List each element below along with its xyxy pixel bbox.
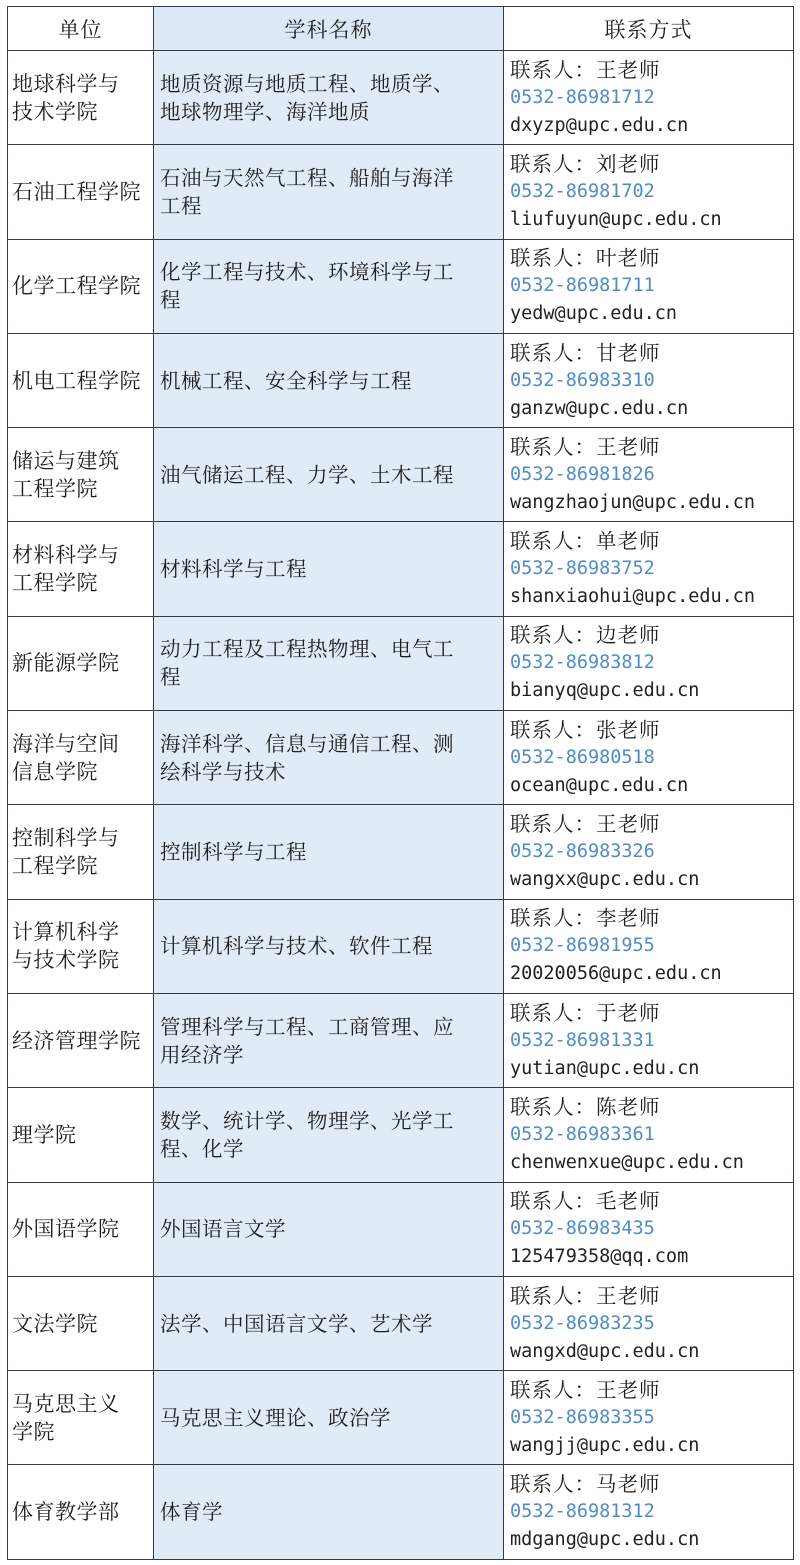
contact-cell: [504, 333, 794, 427]
header-unit: 单位: [8, 7, 154, 51]
contact-cell: [504, 805, 794, 899]
table-row: [8, 1371, 794, 1465]
subject-name-line: 工程: [160, 193, 202, 218]
email-address[interactable]: bianyq@upc.edu.cn: [510, 680, 700, 702]
subject-cell: [154, 1371, 504, 1465]
subject-cell: [154, 899, 504, 993]
unit-name-line: 外国语学院: [12, 1217, 120, 1242]
contact-person: 联系人：马老师: [510, 1472, 661, 1497]
table-body: [8, 51, 794, 1560]
email-address[interactable]: ganzw@upc.edu.cn: [510, 397, 689, 419]
subject-name-line: 计算机科学与技术、软件工程: [160, 934, 433, 959]
subject-cell: [154, 1465, 504, 1559]
table-row: [8, 522, 794, 616]
table-row: [8, 899, 794, 993]
table-row: [8, 1088, 794, 1182]
subject-name-line: 地球物理学、海洋地质: [160, 99, 370, 124]
subject-cell: [154, 1276, 504, 1370]
phone-number[interactable]: 0532-86983812: [510, 652, 655, 674]
contact-cell: [504, 1465, 794, 1559]
email-address[interactable]: wangjj@upc.edu.cn: [510, 1434, 700, 1456]
unit-name-line: 工程学院: [12, 854, 98, 879]
header-row: [8, 7, 794, 51]
contact-person: 联系人：甘老师: [510, 340, 661, 365]
table-wrapper: [7, 6, 794, 1560]
subject-cell: [154, 616, 504, 710]
email-address[interactable]: yutian@upc.edu.cn: [510, 1057, 700, 1079]
email-address[interactable]: ocean@upc.edu.cn: [510, 774, 689, 796]
table-row: [8, 993, 794, 1087]
email-address[interactable]: yedw@upc.edu.cn: [510, 303, 678, 325]
unit-name-line: 学院: [12, 1419, 55, 1444]
unit-cell: [8, 522, 154, 616]
phone-number[interactable]: 0532-86981312: [510, 1501, 655, 1523]
unit-name-line: 信息学院: [12, 759, 98, 784]
unit-name-line: 理学院: [12, 1122, 77, 1147]
email-address[interactable]: 125479358@qq.com: [510, 1246, 689, 1268]
contact-cell: [504, 711, 794, 805]
contact-cell: [504, 522, 794, 616]
unit-name-line: 工程学院: [12, 476, 98, 501]
contact-person: 联系人：王老师: [510, 1283, 661, 1308]
contact-cell: [504, 51, 794, 145]
email-address[interactable]: shanxiaohui@upc.edu.cn: [510, 586, 756, 608]
header-subject: 学科名称: [154, 7, 504, 51]
contact-person: 联系人：叶老师: [510, 246, 661, 271]
table-row: [8, 51, 794, 145]
phone-number[interactable]: 0532-86981826: [510, 463, 655, 485]
email-address[interactable]: 20020056@upc.edu.cn: [510, 963, 722, 985]
unit-cell: [8, 145, 154, 239]
contact-cell: [504, 239, 794, 333]
unit-cell: [8, 1465, 154, 1559]
contact-person: 联系人：陈老师: [510, 1094, 661, 1119]
phone-number[interactable]: 0532-86983752: [510, 558, 655, 580]
unit-name-line: 地球科学与: [12, 71, 120, 96]
table-row: [8, 333, 794, 427]
email-address[interactable]: liufuyun@upc.edu.cn: [510, 208, 722, 230]
subject-name-line: 油气储运工程、力学、土木工程: [160, 462, 454, 487]
subject-name-line: 控制科学与工程: [160, 840, 307, 865]
contact-person: 联系人：王老师: [510, 57, 661, 82]
subject-name-line: 程: [160, 665, 181, 690]
phone-number[interactable]: 0532-86980518: [510, 746, 655, 768]
subject-cell: [154, 805, 504, 899]
phone-number[interactable]: 0532-86981331: [510, 1029, 655, 1051]
contact-person: 联系人：李老师: [510, 906, 661, 931]
subject-name-line: 管理科学与工程、工商管理、应: [160, 1014, 454, 1039]
subject-cell: [154, 1088, 504, 1182]
phone-number[interactable]: 0532-86981711: [510, 275, 655, 297]
unit-name-line: 马克思主义: [12, 1391, 120, 1416]
contact-cell: [504, 1371, 794, 1465]
subject-cell: [154, 145, 504, 239]
unit-name-line: 工程学院: [12, 571, 98, 596]
table-row: [8, 1465, 794, 1559]
subject-name-line: 石油与天然气工程、船舶与海洋: [160, 165, 454, 190]
email-address[interactable]: mdgang@upc.edu.cn: [510, 1529, 700, 1551]
table-row: [8, 239, 794, 333]
phone-number[interactable]: 0532-86981955: [510, 935, 655, 957]
subject-name-line: 海洋科学、信息与通信工程、测: [160, 731, 454, 756]
subject-name-line: 绘科学与技术: [160, 759, 286, 784]
unit-name-line: 文法学院: [12, 1311, 98, 1336]
table-row: [8, 616, 794, 710]
unit-cell: [8, 711, 154, 805]
table-row: [8, 1276, 794, 1370]
subject-name-line: 法学、中国语言文学、艺术学: [160, 1311, 433, 1336]
contact-person: 联系人：王老师: [510, 812, 661, 837]
subject-cell: [154, 428, 504, 522]
subject-cell: [154, 711, 504, 805]
unit-name-line: 体育教学部: [12, 1500, 120, 1525]
phone-number[interactable]: 0532-86983361: [510, 1123, 655, 1145]
phone-number[interactable]: 0532-86983235: [510, 1312, 655, 1334]
unit-name-line: 新能源学院: [12, 651, 120, 676]
subject-name-line: 地质资源与地质工程、地质学、: [160, 71, 454, 96]
subject-cell: [154, 993, 504, 1087]
contact-person: 联系人：王老师: [510, 1377, 661, 1402]
phone-number[interactable]: 0532-86981702: [510, 180, 655, 202]
unit-cell: [8, 1276, 154, 1370]
unit-cell: [8, 1182, 154, 1276]
unit-name-line: 经济管理学院: [12, 1028, 141, 1053]
unit-name-line: 控制科学与: [12, 826, 120, 851]
email-address[interactable]: wangxd@upc.edu.cn: [510, 1340, 700, 1362]
contact-person: 联系人：刘老师: [510, 151, 661, 176]
unit-name-line: 化学工程学院: [12, 274, 141, 299]
unit-cell: [8, 333, 154, 427]
subject-cell: [154, 51, 504, 145]
subject-name-line: 程: [160, 288, 181, 313]
unit-name-line: 技术学院: [12, 99, 98, 124]
table-row: [8, 428, 794, 522]
unit-cell: [8, 805, 154, 899]
email-address[interactable]: wangzhaojun@upc.edu.cn: [510, 491, 756, 513]
subject-name-line: 体育学: [160, 1500, 223, 1525]
email-address[interactable]: dxyzp@upc.edu.cn: [510, 114, 689, 136]
unit-name-line: 储运与建筑: [12, 448, 120, 473]
subject-cell: [154, 522, 504, 616]
unit-name-line: 海洋与空间: [12, 731, 120, 756]
contact-cell: [504, 616, 794, 710]
contact-cell: [504, 1182, 794, 1276]
contact-person: 联系人：边老师: [510, 623, 661, 648]
unit-cell: [8, 1088, 154, 1182]
contact-person: 联系人：张老师: [510, 717, 661, 742]
table-row: [8, 145, 794, 239]
subject-name-line: 马克思主义理论、政治学: [160, 1405, 391, 1430]
unit-cell: [8, 1371, 154, 1465]
contact-cell: [504, 1088, 794, 1182]
subject-name-line: 程、化学: [160, 1136, 244, 1161]
unit-cell: [8, 239, 154, 333]
subject-name-line: 机械工程、安全科学与工程: [160, 368, 412, 393]
subject-name-line: 数学、统计学、物理学、光学工: [160, 1108, 454, 1133]
table-row: [8, 1182, 794, 1276]
table-row: [8, 711, 794, 805]
unit-cell: [8, 51, 154, 145]
subject-cell: [154, 333, 504, 427]
subject-name-line: 材料科学与工程: [160, 557, 307, 582]
subject-name-line: 外国语言文学: [160, 1217, 286, 1242]
email-address[interactable]: wangxx@upc.edu.cn: [510, 869, 700, 891]
table-row: [8, 805, 794, 899]
phone-number[interactable]: 0532-86983435: [510, 1218, 655, 1240]
email-address[interactable]: chenwenxue@upc.edu.cn: [510, 1151, 744, 1173]
contact-cell: [504, 428, 794, 522]
unit-name-line: 计算机科学: [12, 920, 120, 945]
unit-cell: [8, 899, 154, 993]
phone-number[interactable]: 0532-86981712: [510, 86, 655, 108]
unit-name-line: 机电工程学院: [12, 368, 141, 393]
unit-name-line: 石油工程学院: [12, 179, 141, 204]
unit-cell: [8, 428, 154, 522]
phone-number[interactable]: 0532-86983326: [510, 841, 655, 863]
subject-cell: [154, 239, 504, 333]
header-contact: 联系方式: [504, 7, 794, 51]
contact-cell: [504, 145, 794, 239]
unit-cell: [8, 616, 154, 710]
contact-person: 联系人：于老师: [510, 1000, 661, 1025]
subject-cell: [154, 1182, 504, 1276]
contact-person: 联系人：王老师: [510, 434, 661, 459]
contact-table: [7, 6, 794, 1560]
subject-name-line: 用经济学: [160, 1042, 244, 1067]
phone-number[interactable]: 0532-86983310: [510, 369, 655, 391]
contact-person: 联系人：毛老师: [510, 1189, 661, 1214]
contact-cell: [504, 899, 794, 993]
contact-person: 联系人：单老师: [510, 529, 661, 554]
subject-name-line: 化学工程与技术、环境科学与工: [160, 260, 454, 285]
unit-name-line: 材料科学与: [12, 543, 120, 568]
contact-cell: [504, 993, 794, 1087]
subject-name-line: 动力工程及工程热物理、电气工: [160, 637, 454, 662]
contact-cell: [504, 1276, 794, 1370]
unit-cell: [8, 993, 154, 1087]
phone-number[interactable]: 0532-86983355: [510, 1406, 655, 1428]
unit-name-line: 与技术学院: [12, 948, 120, 973]
